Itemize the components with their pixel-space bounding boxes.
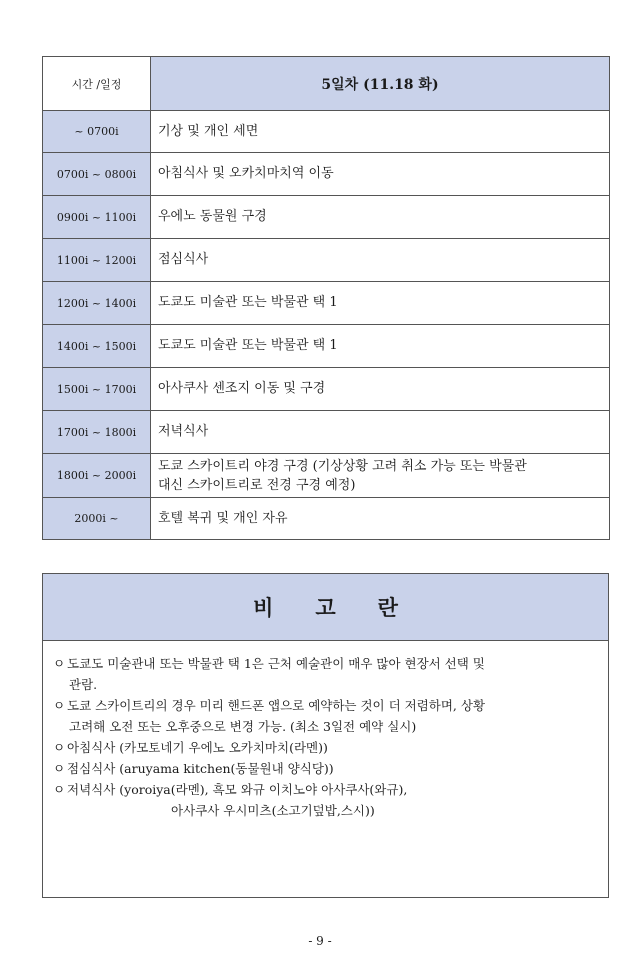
note-text: 저녁식사 (yoroiya(라멘), 흑모 와규 이치노야 아사쿠사(와규), xyxy=(67,782,408,797)
schedule-row xyxy=(43,153,610,196)
time-cell: ~ 0700i xyxy=(43,111,151,153)
activity-cell: 기상 및 개인 세면 xyxy=(151,111,610,153)
bullet-icon: ㅇ xyxy=(53,698,66,713)
notes-title: 비고란 xyxy=(253,596,440,620)
activity-cell: 도쿄도 미술관 또는 박물관 택 1 xyxy=(151,325,610,368)
time-cell: 1800i ~ 2000i xyxy=(43,454,151,498)
note-text: 도쿄 스카이트리의 경우 미리 핸드폰 앱으로 예약하는 것이 더 저렴하며, 상황 xyxy=(67,698,486,713)
time-cell: 1200i ~ 1400i xyxy=(43,282,151,325)
schedule-row xyxy=(43,239,610,282)
notes-box xyxy=(42,573,609,898)
note-item xyxy=(53,653,598,695)
note-text: 도쿄도 미술관내 또는 박물관 택 1은 근처 예술관이 매우 많아 현장서 선택 및 xyxy=(67,656,485,671)
schedule-row xyxy=(43,111,610,153)
bullet-icon: ㅇ xyxy=(53,761,66,776)
schedule-row xyxy=(43,282,610,325)
schedule-row xyxy=(43,368,610,411)
activity-cell xyxy=(151,454,610,498)
time-cell: 1500i ~ 1700i xyxy=(43,368,151,411)
schedule-table xyxy=(42,56,610,540)
note-item xyxy=(53,737,598,758)
time-cell: 0900i ~ 1100i xyxy=(43,196,151,239)
schedule-row xyxy=(43,325,610,368)
note-text: 점심식사 (aruyama kitchen(동물원내 양식당)) xyxy=(67,761,334,776)
activity-cell: 아사쿠사 센조지 이동 및 구경 xyxy=(151,368,610,411)
notes-header xyxy=(43,574,608,641)
note-text: 고려해 오전 또는 오후중으로 변경 가능. (최소 3일전 예약 실시) xyxy=(69,719,417,734)
activity-line: 도쿄 스카이트리 야경 구경 (기상상황 고려 취소 가능 또는 박물관 xyxy=(158,459,527,474)
note-text: 관람. xyxy=(69,677,98,692)
time-cell: 1400i ~ 1500i xyxy=(43,325,151,368)
schedule-row xyxy=(43,498,610,540)
note-item xyxy=(53,695,598,737)
activity-cell: 호텔 복귀 및 개인 자유 xyxy=(151,498,610,540)
time-cell: 0700i ~ 0800i xyxy=(43,153,151,196)
activity-cell: 아침식사 및 오카치마치역 이동 xyxy=(151,153,610,196)
note-text: 아사쿠사 우시미츠(소고기덮밥,스시)) xyxy=(171,803,375,818)
activity-cell: 점심식사 xyxy=(151,239,610,282)
note-item xyxy=(53,779,598,821)
schedule-row xyxy=(43,196,610,239)
activity-cell: 도쿄도 미술관 또는 박물관 택 1 xyxy=(151,282,610,325)
schedule-row xyxy=(43,454,610,498)
time-cell: 2000i ~ xyxy=(43,498,151,540)
header-day-label: 5일차 (11.18 화) xyxy=(151,57,610,111)
activity-line: 대신 스카이트리로 전경 구경 예정) xyxy=(158,478,356,493)
schedule-header-row xyxy=(43,57,610,111)
bullet-icon: ㅇ xyxy=(53,782,66,797)
note-item xyxy=(53,758,598,779)
page-number: - 9 - xyxy=(308,934,332,948)
header-time-label: 시간 /일정 xyxy=(43,57,151,111)
note-text: 아침식사 (카모토네기 우에노 오카치마치(라멘)) xyxy=(67,740,328,755)
activity-cell: 저녁식사 xyxy=(151,411,610,454)
time-cell: 1700i ~ 1800i xyxy=(43,411,151,454)
time-cell: 1100i ~ 1200i xyxy=(43,239,151,282)
schedule-row xyxy=(43,411,610,454)
bullet-icon: ㅇ xyxy=(53,740,66,755)
bullet-icon: ㅇ xyxy=(53,656,66,671)
notes-body xyxy=(43,641,608,821)
activity-cell: 우에노 동물원 구경 xyxy=(151,196,610,239)
